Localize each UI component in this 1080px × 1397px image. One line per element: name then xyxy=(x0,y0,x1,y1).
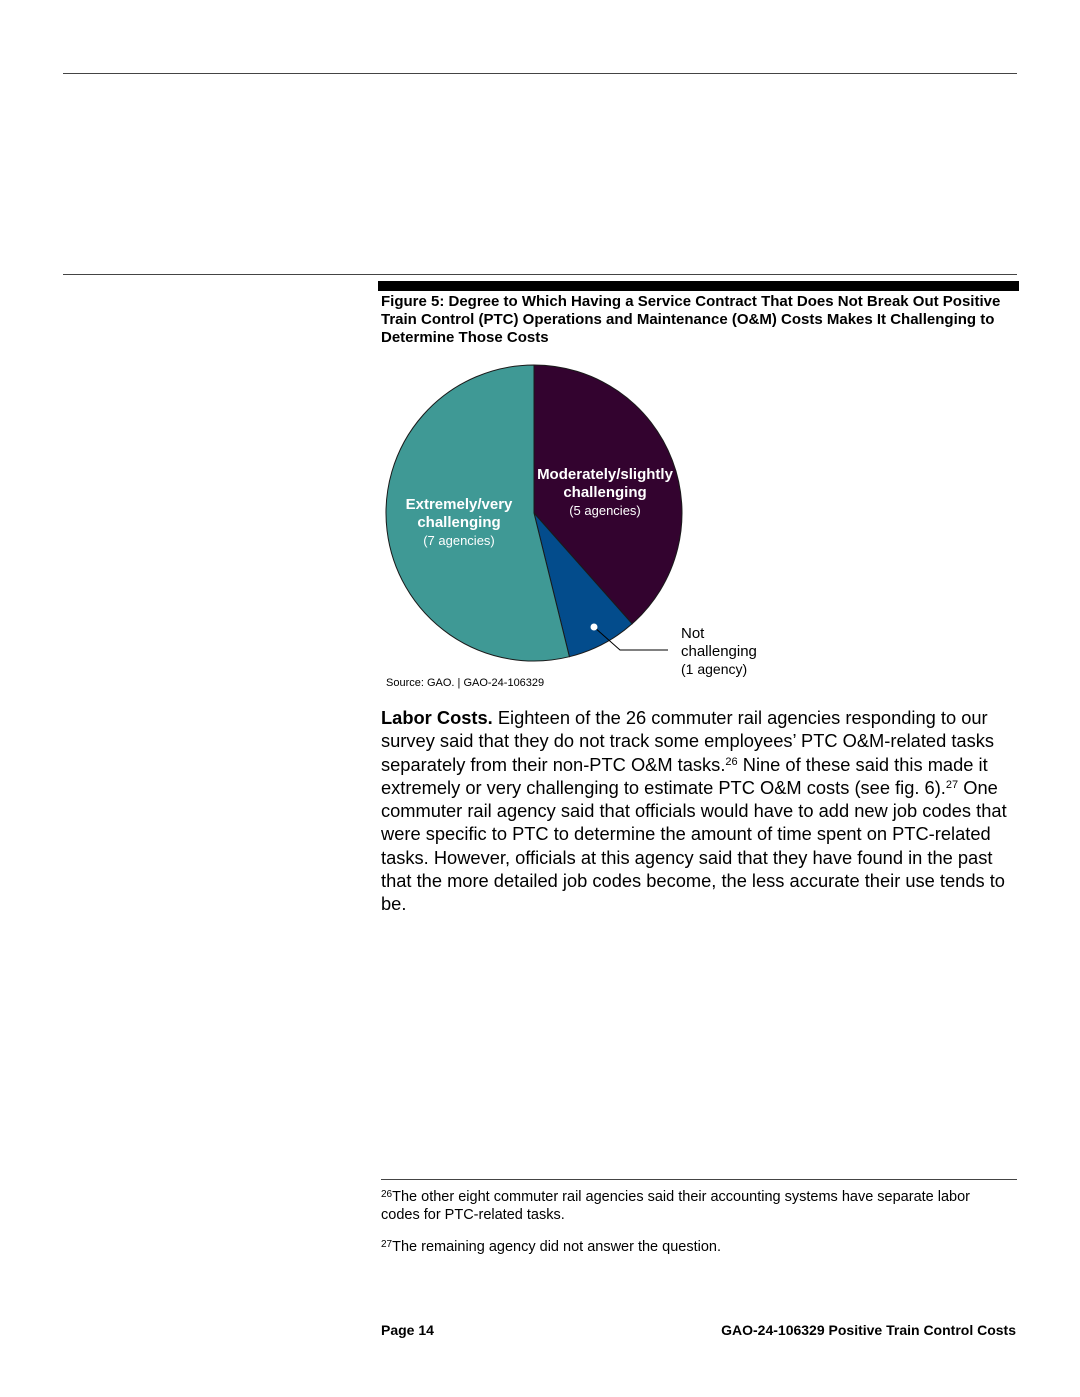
page-number: Page 14 xyxy=(381,1322,434,1338)
slice-label-moderately-line2: challenging xyxy=(563,484,647,501)
slice-label-not-line1: Not xyxy=(681,625,705,642)
slice-count-moderately: (5 agencies) xyxy=(569,503,641,518)
slice-label-not-line2: challenging xyxy=(681,643,757,660)
figure-caption: Figure 5: Degree to Which Having a Service Contract That Does Not Break Out Positive Train Control (PTC) Operations and Maintenance (O&M) Costs Makes It Challenging to Determine Those Costs xyxy=(381,293,1001,346)
footnote-number: 27 xyxy=(381,1239,393,1250)
footnote-number: 26 xyxy=(381,1189,393,1200)
footnote-ref-26[interactable]: 26 xyxy=(725,755,738,768)
paragraph-text-3: One commuter rail agency said that officials would have to add new job codes that were specific to PTC to determine the amount of time spent on PTC-related tasks. However, officials at this agency said that they have found in the past that the more detailed job codes become, the less accurate their use tends to be. xyxy=(381,776,1007,915)
paragraph-lead: Labor Costs. xyxy=(381,707,493,728)
slice-count-extremely: (7 agencies) xyxy=(423,533,495,548)
callout-dot xyxy=(591,624,598,631)
pie-chart xyxy=(370,355,790,685)
body-paragraph xyxy=(381,706,1021,916)
paragraph-text-2: Nine of these said this made it extremely or very challenging to estimate PTC O&M costs (see fig. 6). xyxy=(381,753,988,798)
top-rule xyxy=(63,73,1017,74)
paragraph-text-1: Eighteen of the 26 commuter rail agencies responding to our survey said that they do not track some employees’ PTC O&M-related tasks separately from their non-PTC O&M tasks. xyxy=(381,707,995,775)
slice-label-extremely-line2: challenging xyxy=(417,514,501,531)
figure-source: Source: GAO. | GAO-24-106329 xyxy=(386,677,545,689)
footnote-26 xyxy=(381,1188,1001,1224)
footnote-text: The remaining agency did not answer the question. xyxy=(392,1239,721,1255)
figure-header-bar xyxy=(378,281,1019,291)
report-title: GAO-24-106329 Positive Train Control Costs xyxy=(721,1322,1016,1338)
slice-label-moderately-line1: Moderately/slightly xyxy=(537,466,673,483)
footnote-ref-27[interactable]: 27 xyxy=(945,778,959,791)
footnote-rule xyxy=(381,1179,1017,1180)
footnote-27 xyxy=(381,1238,1001,1256)
slice-label-extremely-line1: Extremely/very xyxy=(405,496,513,513)
footnote-text: The other eight commuter rail agencies said their accounting systems have separate labor codes for PTC-related tasks. xyxy=(381,1189,971,1223)
section-rule xyxy=(63,274,1017,275)
slice-count-not: (1 agency) xyxy=(681,661,748,677)
